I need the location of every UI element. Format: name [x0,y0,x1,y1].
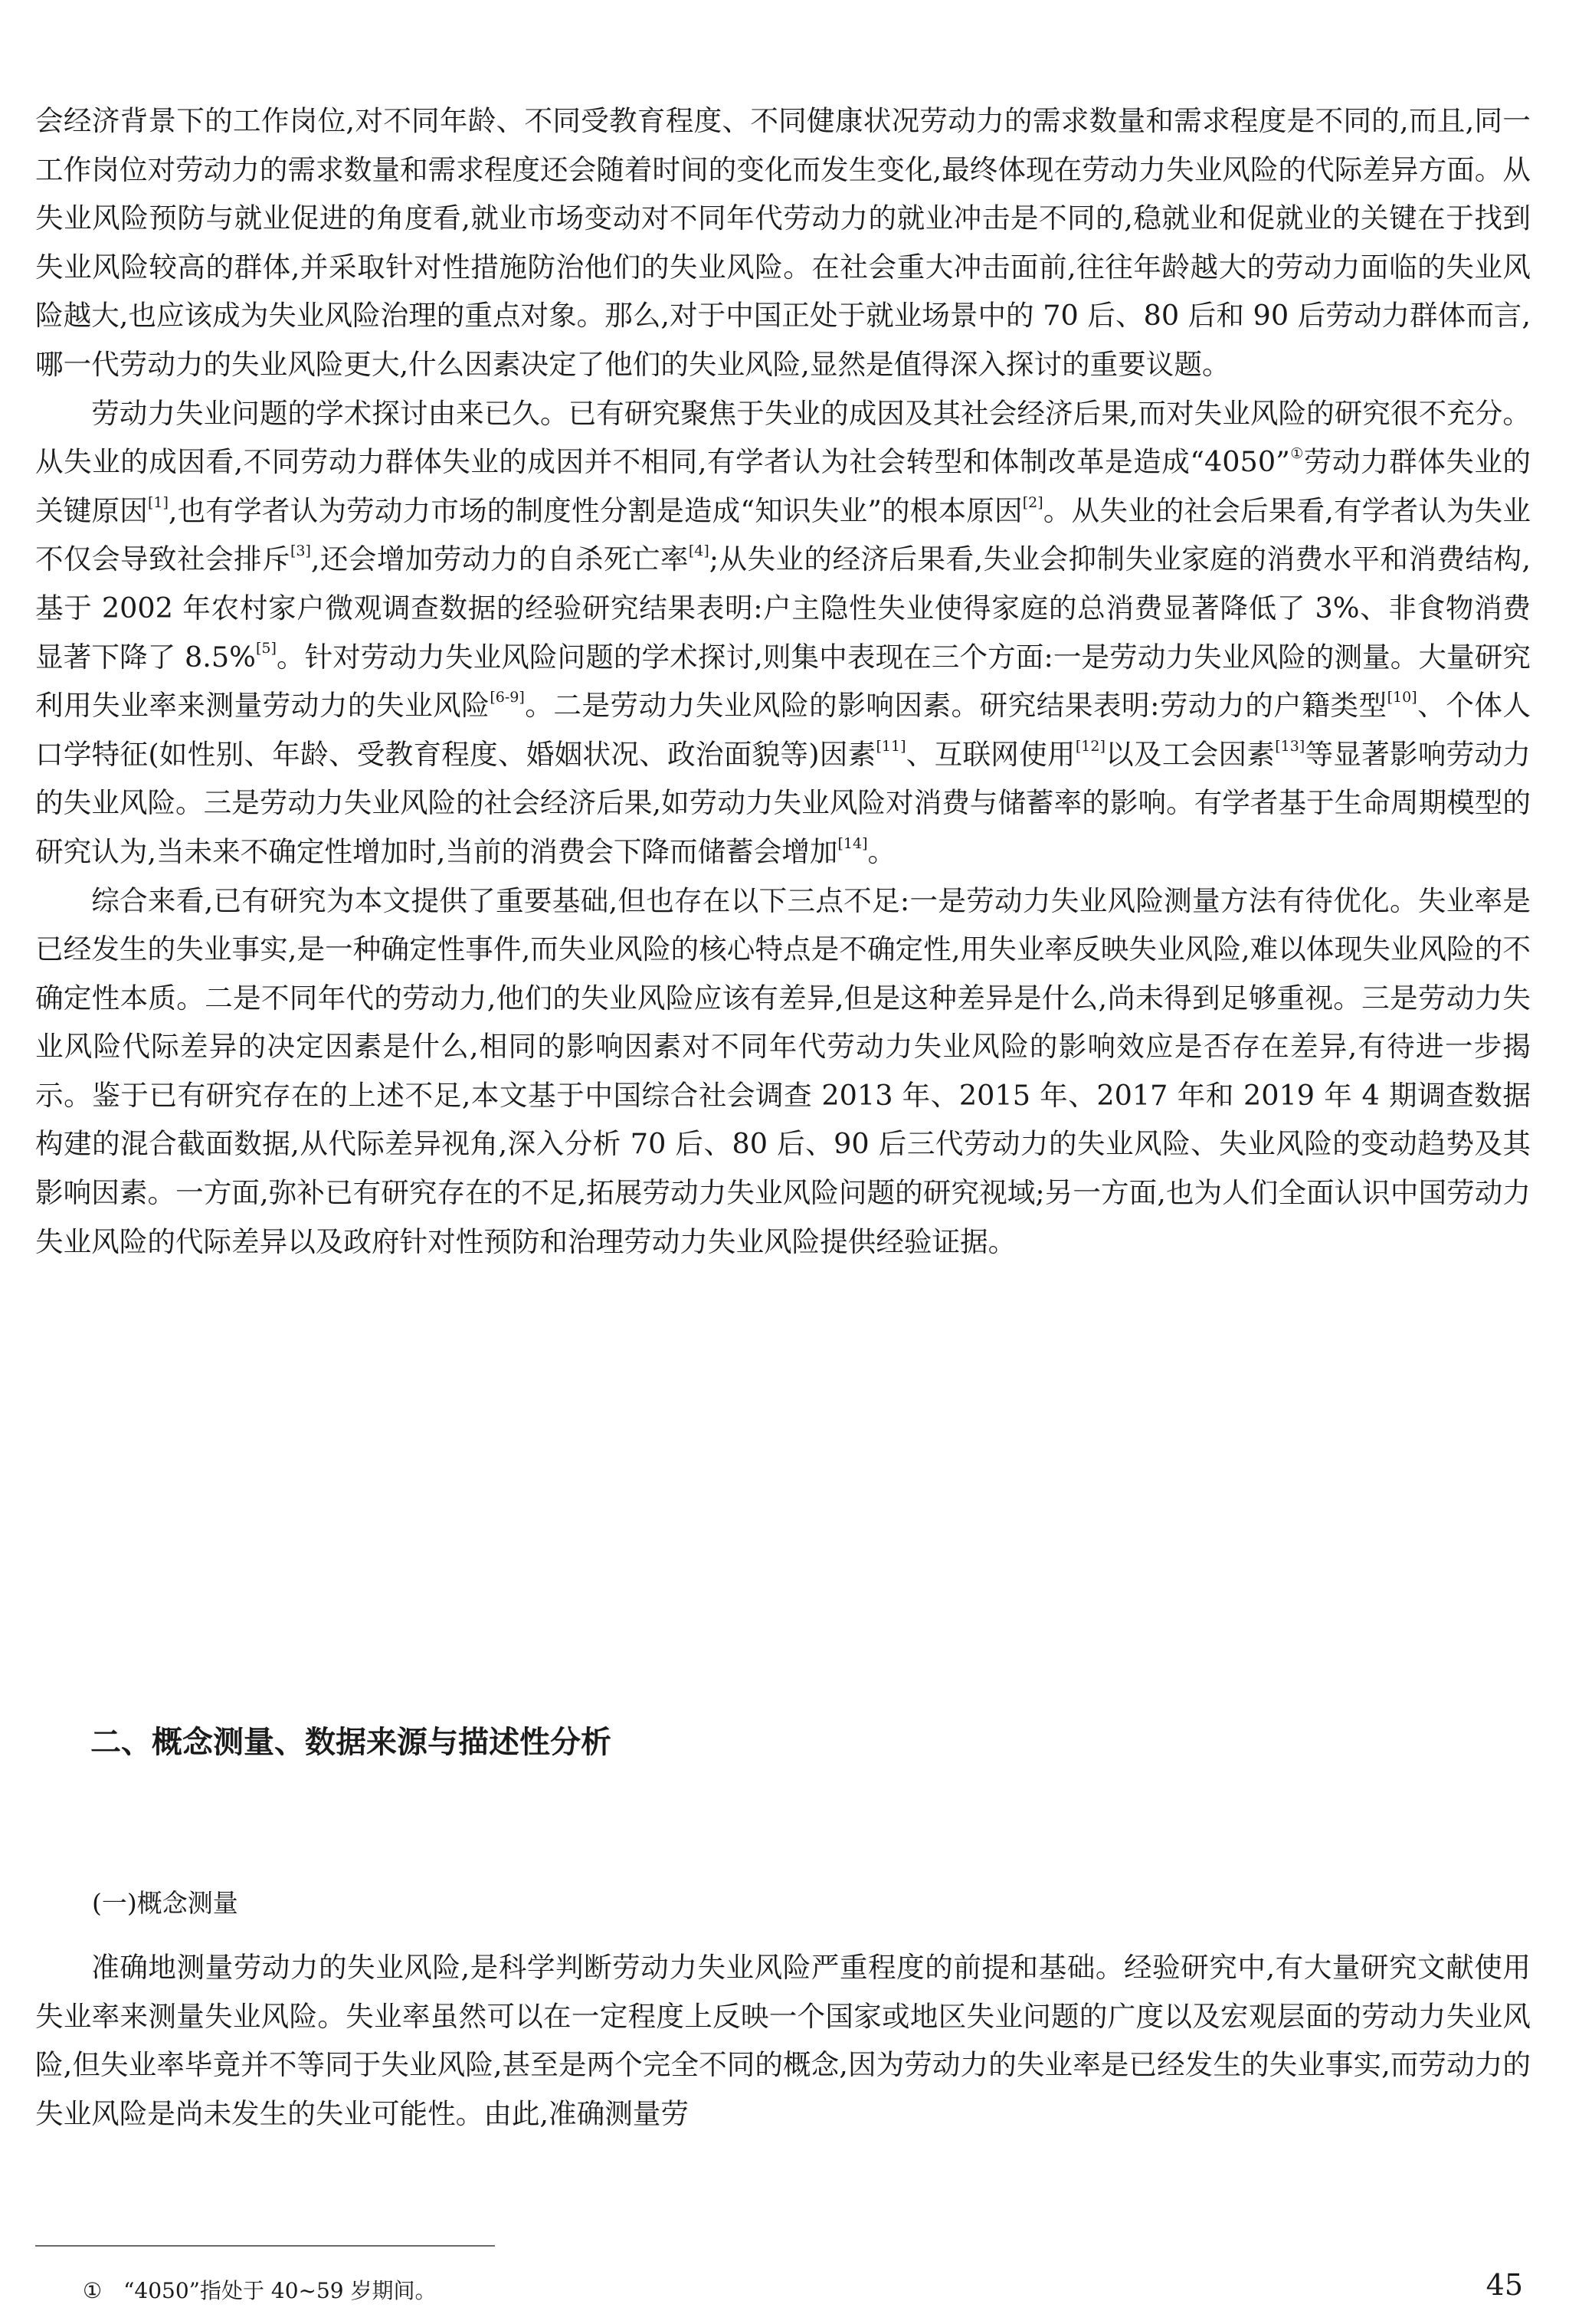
footnote-divider [35,2245,495,2247]
page-number: 45 [1485,2268,1523,2302]
footnote-marker: ① [83,2278,103,2303]
text-run: 。 [867,834,896,868]
body-text [35,97,1531,1266]
paragraph [35,877,1531,1267]
text-run: ,也有学者认为劳动力市场的制度性分割是造成“知识失业”的根本原因 [168,493,1023,527]
citation-marker: [2] [1022,493,1043,511]
citation-marker: [6-9] [490,689,525,706]
section-body [35,1943,1531,2138]
text-run: ;从失业的经济后果看,失业会抑制失业家庭的消费水平和消费结构,基于 2002 年农村家户微观调查数据的经验研究结果表明:户主隐性失业使得家庭的总消费显著降低了 3%、非食物消费显著下降了 8.5% [35,542,1531,674]
text-run: 等显著影响劳动力的失业风险。三是劳动力失业风险的社会经济后果,如劳动力失业风险对消费与储蓄率的影响。有学者基于生命周期模型的研究认为,当未来不确定性增加时,当前的消费会下降而储蓄会增加 [35,737,1531,868]
citation-marker: ① [1289,445,1304,463]
text-run: 综合来看,已有研究为本文提供了重要基础,但也存在以下三点不足:一是劳动力失业风险测量方法有待优化。失业率是已经发生的失业事实,是一种确定性事件,而失业风险的核心特点是不确定性,用失业率反映失业风险,难以体现失业风险的不确定性本质。二是不同年代的劳动力,他们的失业风险应该有差异,但是这种差异是什么,尚未得到足够重视。三是劳动力失业风险代际差异的决定因素是什么,相同的影响因素对不同年代劳动力失业风险的影响效应是否存在差异,有待进一步揭示。鉴于已有研究存在的上述不足,本文基于中国综合社会调查 2013 年、2015 年、2017 年和 2019 年 4 期调查数据构建的混合截面数据,从代际差异视角,深入分析 70 后、80 后、90 后三代劳动力的失业风险、失业风险的变动趋势及其影响因素。一方面,弥补已有研究存在的不足,拓展劳动力失业风险问题的研究视域;另一方面,也为人们全面认识中国劳动力失业风险的代际差异以及政府针对性预防和治理劳动力失业风险提供经验证据。 [35,883,1531,1258]
text-run: 。针对劳动力失业风险问题的学术探讨,则集中表现在三个方面:一是劳动力失业风险的测量。大量研究利用失业率来测量劳动力的失业风险 [35,640,1531,723]
citation-marker: [5] [255,640,277,657]
text-run: 、互联网使用 [906,737,1076,771]
citation-marker: [3] [290,542,311,560]
paragraph [35,389,1531,877]
subsection-heading: (一)概念测量 [92,1888,238,1918]
citation-marker: [4] [688,542,709,560]
citation-marker: [10] [1387,689,1417,706]
text-run: 劳动力失业问题的学术探讨由来已久。已有研究聚焦于失业的成因及其社会经济后果,而对失业风险的研究很不充分。从失业的成因看,不同劳动力群体失业的成因并不相同,有学者认为社会转型和体制改革是造成“4050” [35,396,1531,479]
citation-marker: [14] [837,834,868,852]
citation-marker: [13] [1275,737,1305,755]
citation-marker: [12] [1075,737,1106,755]
citation-marker: [1] [147,493,169,511]
paragraph: 准确地测量劳动力的失业风险,是科学判断劳动力失业风险严重程度的前提和基础。经验研究中,有大量研究文献使用失业率来测量失业风险。失业率虽然可以在一定程度上反映一个国家或地区失业问题的广度以及宏观层面的劳动力失业风险,但失业率毕竟并不等同于失业风险,甚至是两个完全不同的概念,因为劳动力的失业率是已经发生的失业事实,而劳动力的失业风险是尚未发生的失业可能性。由此,准确测量劳 [35,1951,1531,2130]
footnote [83,2274,437,2305]
text-run: 以及工会因素 [1105,737,1276,771]
text-run: 、个体人口学特征(如性别、年龄、受教育程度、婚姻状况、政治面貌等)因素 [35,689,1531,771]
text-run: 劳动力群体失业的关键原因 [35,445,1531,527]
footnote-text: “4050”指处于 40~59 岁期间。 [123,2278,437,2303]
text-run: 。从失业的社会后果看,有学者认为失业不仅会导致社会排斥 [35,493,1531,576]
section-heading: 二、概念测量、数据来源与描述性分析 [90,1725,611,1760]
text-run: 会经济背景下的工作岗位,对不同年龄、不同受教育程度、不同健康状况劳动力的需求数量和需求程度是不同的,而且,同一工作岗位对劳动力的需求数量和需求程度还会随着时间的变化而发生变化,最终体现在劳动力失业风险的代际差异方面。从失业风险预防与就业促进的角度看,就业市场变动对不同年代劳动力的就业冲击是不同的,稳就业和促就业的关键在于找到失业风险较高的群体,并采取针对性措施防治他们的失业风险。在社会重大冲击面前,往往年龄越大的劳动力面临的失业风险越大,也应该成为失业风险治理的重点对象。那么,对于中国正处于就业场景中的 70 后、80 后和 90 后劳动力群体而言,哪一代劳动力的失业风险更大,什么因素决定了他们的失业风险,显然是值得深入探讨的重要议题。 [35,104,1531,381]
text-run: 。二是劳动力失业风险的影响因素。研究结果表明:劳动力的户籍类型 [524,689,1387,723]
text-run: ,还会增加劳动力的自杀死亡率 [310,542,689,576]
paragraph [35,97,1531,389]
citation-marker: [11] [876,737,906,755]
